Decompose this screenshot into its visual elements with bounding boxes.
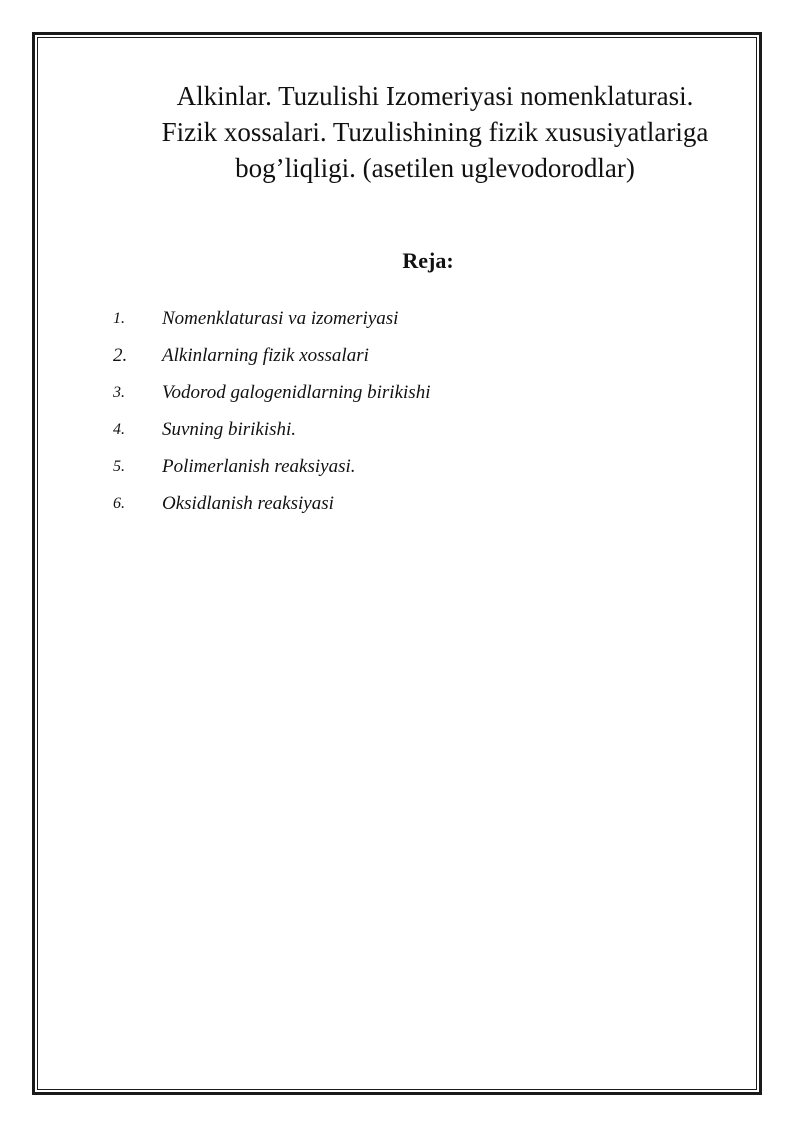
document-title — [100, 78, 770, 186]
plan-item-number: 5. — [113, 457, 125, 475]
plan-item-number: 3. — [113, 383, 125, 401]
plan-item-text: Nomenklaturasi va izomeriyasi — [162, 307, 399, 329]
plan-item-number: 6. — [113, 494, 125, 512]
plan-item-number: 1. — [113, 309, 125, 327]
plan-item — [113, 337, 430, 374]
plan-item — [113, 485, 430, 522]
plan-item-text: Vodorod galogenidlarning birikishi — [162, 381, 431, 403]
plan-item-text: Polimerlanish reaksiyasi. — [162, 455, 356, 477]
plan-heading: Reja: — [402, 248, 454, 273]
plan-item-text: Alkinlarning fizik xossalari — [162, 344, 369, 366]
plan-item-number: 4. — [113, 420, 125, 438]
plan-item — [113, 374, 430, 411]
title-line: Fizik xossalari. Tuzulishining fizik xususiyatlariga — [161, 117, 709, 147]
title-line: bog’liqligi. (asetilen uglevodorodlar) — [235, 153, 635, 183]
plan-item-text: Suvning birikishi. — [162, 418, 297, 440]
plan-list — [113, 300, 430, 522]
plan-item — [113, 448, 430, 485]
plan-item — [113, 300, 430, 337]
plan-item — [113, 411, 430, 448]
page-border-inner — [37, 37, 757, 1090]
plan-item-number: 2. — [113, 344, 128, 366]
title-line: Alkinlar. Tuzulishi Izomeriyasi nomenklaturasi. — [176, 81, 694, 111]
plan-item-text: Oksidlanish reaksiyasi — [162, 492, 334, 514]
